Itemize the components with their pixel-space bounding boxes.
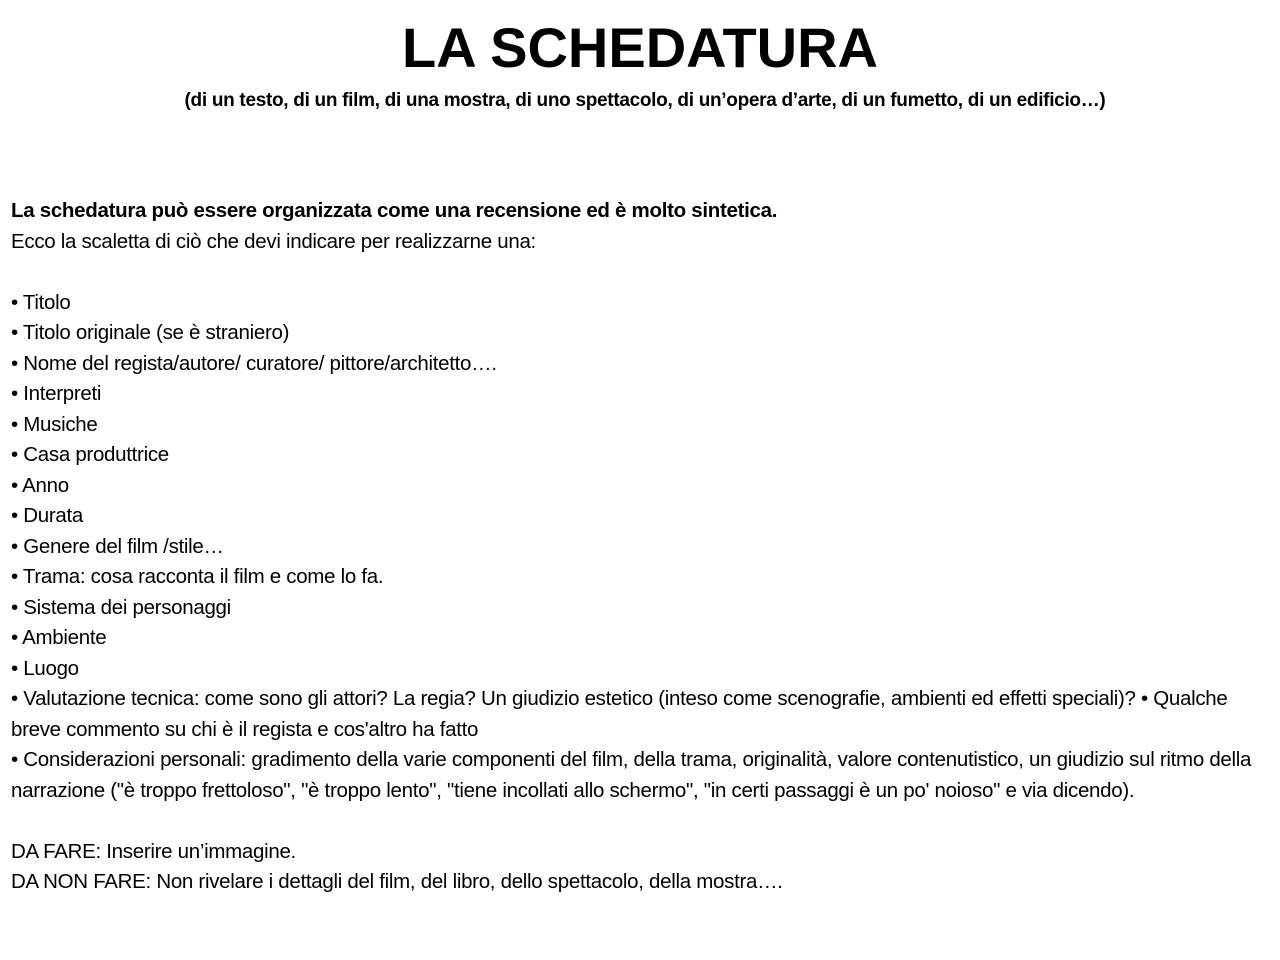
list-item: • Considerazioni personali: gradimento della varie componenti del film, della trama, originalità, valore contenutistico, un giudizio sul ritmo della narrazione ("è troppo frettoloso", "è troppo lento", "tiene incollati allo schermo", "in certi passaggi è un po' noioso" e via dicendo). [11,748,1252,802]
list-item: • Anno [11,473,69,497]
list-item: • Valutazione tecnica: come sono gli attori? La regia? Un giudizio estetico (inteso come scenografie, ambienti ed effetti speciali)? • Qualche breve commento su chi è il regista e cos'altro ha fatto [11,687,1228,741]
list-item: • Sistema dei personaggi [11,595,231,619]
list-item: • Ambiente [11,626,107,649]
intro-text: Ecco la scaletta di ciò che devi indicare per realizzarne una: [11,229,536,253]
spacer [11,806,1266,837]
list-item: • Interpreti [11,382,102,405]
list-item: • Trama: cosa racconta il film e come lo fa. [11,565,384,588]
list-item: • Nome del regista/autore/ curatore/ pittore/architetto…. [11,351,497,375]
dont-text: DA NON FARE: Non rivelare i dettagli del film, del libro, dello spettacolo, della mostra…. [11,870,783,893]
page-subtitle: (di un testo, di un film, di una mostra, di uno spettacolo, di un’opera d’arte, di un fumetto, di un edificio…) [184,90,1106,111]
list-item: • Luogo [11,656,79,680]
page-title: LA SCHEDATURA [402,16,878,79]
intro-bold-text: La schedatura può essere organizzata come una recensione ed è molto sintetica. [11,199,778,222]
checklist [11,288,1266,807]
document-body [11,196,1266,898]
list-item: • Genere del film /stile… [11,534,224,558]
do-text: DA FARE: Inserire un’immagine. [11,839,296,863]
spacer [11,257,1266,288]
list-item: • Musiche [11,412,98,436]
list-item: • Casa produttrice [11,443,169,466]
list-item: • Durata [11,504,84,527]
list-item: • Titolo originale (se è straniero) [11,321,290,344]
list-item: • Titolo [11,290,71,314]
